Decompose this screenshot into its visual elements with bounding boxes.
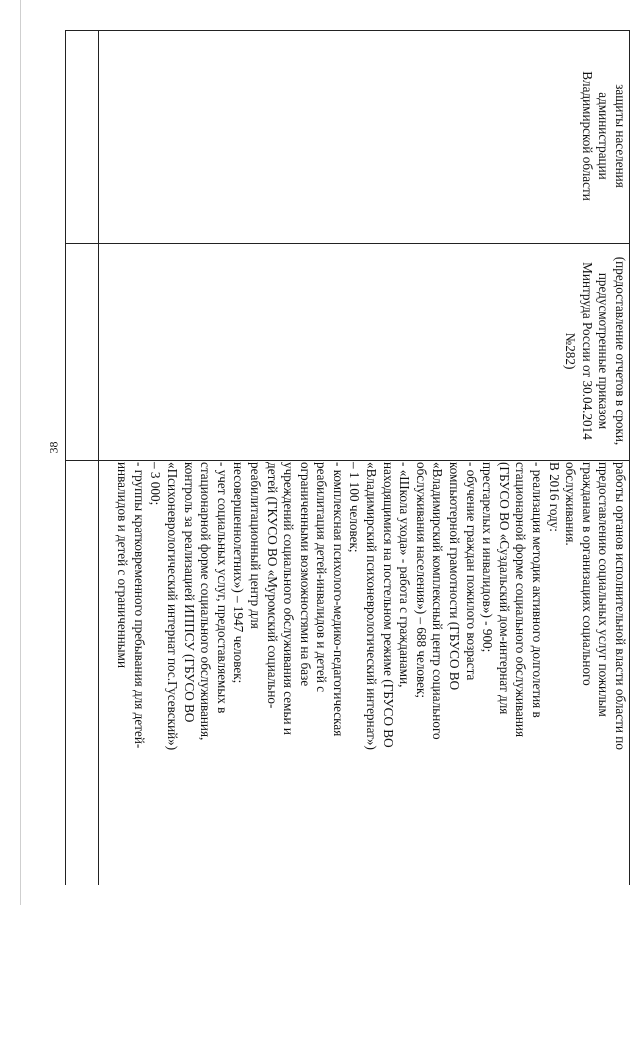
description-line: находящимися на постельном режиме (ГБУСО ВО bbox=[380, 462, 396, 748]
description-line: - учет социальных услуг, предоставляемых в bbox=[214, 462, 230, 714]
description-line: компьютерной грамотности (ГБУСО ВО bbox=[447, 462, 463, 691]
report-line: №282) bbox=[563, 332, 579, 370]
description-line: - «Школа ухода» - работа с гражданами, bbox=[397, 462, 413, 688]
page-number: 38 bbox=[46, 441, 61, 454]
description-line: контроль за реализацией ИППСУ (ГБУСО ВО bbox=[181, 462, 197, 723]
description-line: реабилитационный центр для bbox=[247, 462, 263, 629]
description-line: учреждений социального обслуживания семьи и bbox=[281, 462, 297, 735]
description-line: - реализация методик активного долголетия в bbox=[530, 462, 546, 718]
authority-line: защиты населения bbox=[613, 84, 628, 188]
report-line: Минтруда России от 30.04.2014 bbox=[579, 262, 595, 440]
description-line: - группы кратковременного пребывания для детей- bbox=[131, 462, 147, 749]
description-line: «Владимирский психоневрологический интернат») bbox=[364, 462, 380, 750]
description-line: реабилитация детей-инвалидов и детей с bbox=[314, 462, 330, 693]
description-line: - обучение граждан пожилого возраста bbox=[463, 462, 479, 681]
report-line: (предоставление отчетов в сроки, bbox=[613, 256, 628, 446]
description-line: детей (ГКУСО ВО «Муромский социально- bbox=[264, 462, 280, 709]
activity-description-cell bbox=[114, 462, 628, 1037]
description-line: ограниченными возможностями на базе bbox=[297, 462, 313, 687]
description-line: «Психоневрологический интернат пос.Гусевский») bbox=[164, 462, 180, 751]
description-line: – 3 000; bbox=[148, 462, 164, 506]
description-line: работы органов исполнительной власти области по bbox=[613, 462, 628, 750]
table-border-right bbox=[629, 30, 630, 885]
description-line: престарелых и инвалидов») - 900; bbox=[480, 462, 496, 653]
description-line: обслуживания населения») – 688 человек; bbox=[413, 462, 429, 699]
description-line: обслуживания. bbox=[563, 462, 579, 546]
description-line: В 2016 году: bbox=[546, 462, 562, 532]
description-line: – 1 100 человек; bbox=[347, 462, 363, 553]
table-divider-1 bbox=[98, 30, 99, 885]
table-divider-3 bbox=[65, 243, 629, 244]
authority-line: администрации bbox=[596, 92, 612, 180]
table-border-left bbox=[65, 30, 66, 885]
responsible-authority-cell bbox=[578, 30, 628, 242]
authority-line: Владимирской области bbox=[579, 71, 595, 201]
scan-edge bbox=[20, 0, 21, 905]
table-border-top bbox=[65, 30, 629, 31]
description-line: гражданам в организациях социального bbox=[579, 462, 595, 686]
report-requirements-cell bbox=[562, 245, 628, 457]
table-divider-2 bbox=[65, 460, 629, 461]
description-line: предоставлению социальных услуг пожилым bbox=[596, 462, 612, 717]
description-line: стационарной форме социального обслуживания, bbox=[198, 462, 214, 741]
description-line: стационарной форме социального обслуживания bbox=[513, 462, 529, 738]
description-line: несовершеннолетних») – 1947 человек; bbox=[231, 462, 247, 684]
description-line: (ГБУСО ВО «Суздальский дом-интернат для bbox=[496, 462, 512, 715]
description-line: инвалидов и детей с ограниченными bbox=[115, 462, 131, 669]
description-line: «Владимирский комплексный центр социального bbox=[430, 462, 446, 740]
report-line: предусмотренные приказом bbox=[596, 272, 612, 430]
description-line: - комплексная психолого-медико-педагогическая bbox=[330, 462, 346, 737]
